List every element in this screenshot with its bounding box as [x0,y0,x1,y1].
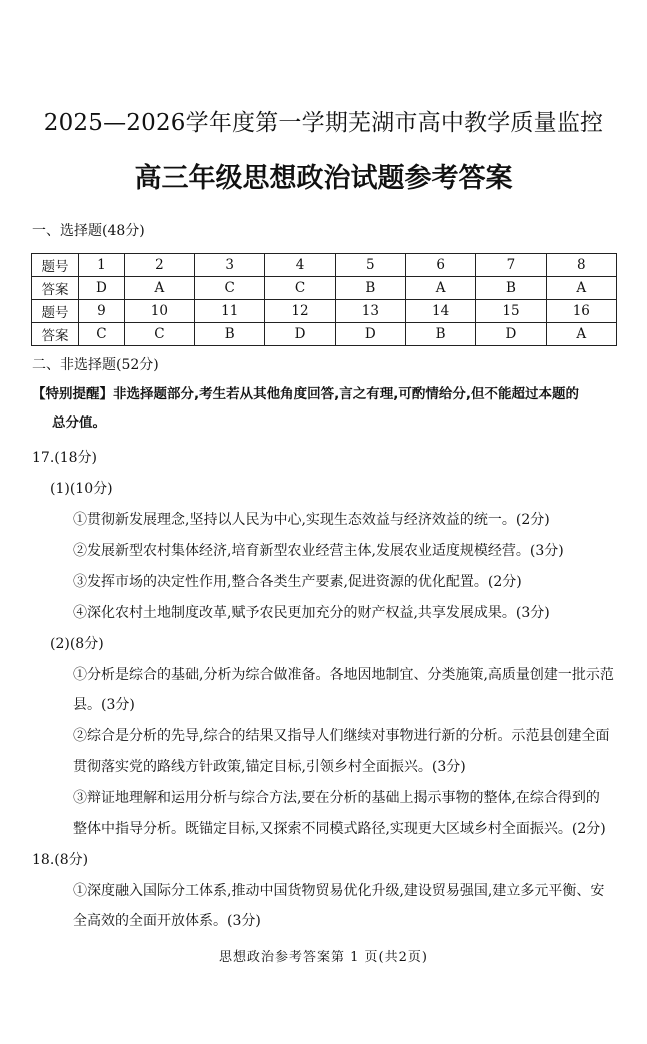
question-18-label: 18.(8分) [32,852,89,868]
question-number: 2 [124,254,194,277]
row-label: 题号 [32,300,79,323]
question-number: 10 [124,300,194,323]
answer-cell: D [476,323,546,346]
q17-part1-label: (1)(10分) [50,481,113,497]
question-number: 1 [79,254,125,277]
question-number: 12 [265,300,335,323]
question-number: 16 [546,300,616,323]
row-label: 答案 [32,277,79,300]
answer-cell: C [79,323,125,346]
question-number: 15 [476,300,546,323]
answer-cell: B [335,277,405,300]
multiple-choice-answer-table [31,253,617,346]
answer-cell: B [405,323,475,346]
answer-cell: D [265,323,335,346]
row-label: 答案 [32,323,79,346]
answer-cell: A [546,323,616,346]
q18-item-1-line-1: ①深度融入国际分工体系,推动中国货物贸易优化升级,建设贸易强国,建立多元平衡、安 [73,883,605,899]
q17-part2-item-1-line-1: ①分析是综合的基础,分析为综合做准备。各地因地制宜、分类施策,高质量创建一批示范 [73,667,614,683]
table-row [32,323,617,346]
q17-part1-item-1: ①贯彻新发展理念,坚持以人民为中心,实现生态效益与经济效益的统一。(2分) [73,512,550,528]
answer-cell: D [79,277,125,300]
special-reminder [32,380,622,438]
reminder-line-2: 总分值。 [52,415,106,431]
question-number: 13 [335,300,405,323]
question-number: 3 [195,254,265,277]
q17-part1-item-4: ④深化农村土地制度改革,赋予农民更加充分的财产权益,共享发展成果。(3分) [73,605,550,621]
question-number: 11 [195,300,265,323]
answer-cell: B [195,323,265,346]
answer-cell: C [265,277,335,300]
answer-cell: C [124,323,194,346]
q17-part2-item-3-line-1: ③辩证地理解和运用分析与综合方法,要在分析的基础上揭示事物的整体,在综合得到的 [73,790,600,806]
answer-cell: A [405,277,475,300]
q17-part2-item-2-line-1: ②综合是分析的先导,综合的结果又指导人们继续对事物进行新的分析。示范县创建全面 [73,728,610,744]
reminder-line-1: 【特别提醒】非选择题部分,考生若从其他角度回答,言之有理,可酌情给分,但不能超过本题的 [32,386,580,402]
question-number: 7 [476,254,546,277]
table-row [32,254,617,277]
q17-part2-label: (2)(8分) [50,636,104,652]
q17-part1-item-2: ②发展新型农村集体经济,培育新型农业经营主体,发展农业适度规模经营。(3分) [73,543,564,559]
question-17-label: 17.(18分) [32,450,98,466]
q17-part2-item-1-line-2: 县。(3分) [73,697,135,713]
question-number: 14 [405,300,475,323]
question-number: 9 [79,300,125,323]
answer-cell: A [124,277,194,300]
answer-key-title: 高三年级思想政治试题参考答案 [134,163,513,194]
table-row [32,300,617,323]
row-label: 题号 [32,254,79,277]
table-row [32,277,617,300]
q18-item-1-line-2: 全高效的全面开放体系。(3分) [73,913,261,929]
page-footer: 思想政治参考答案第 1 页(共2页) [219,950,428,965]
answer-cell: D [335,323,405,346]
q17-part1-item-3: ③发挥市场的决定性作用,整合各类生产要素,促进资源的优化配置。(2分) [73,574,522,590]
section1-heading: 一、选择题(48分) [32,223,145,239]
answer-cell: C [195,277,265,300]
question-number: 8 [546,254,616,277]
q17-part2-item-2-line-2: 贯彻落实党的路线方针政策,锚定目标,引领乡村全面振兴。(3分) [73,759,466,775]
q17-part2-item-3-line-2: 整体中指导分析。既锚定目标,又探索不同模式路径,实现更大区域乡村全面振兴。(2分) [73,821,606,837]
answer-cell: A [546,277,616,300]
section2-heading: 二、非选择题(52分) [32,357,159,373]
exam-title: 2025—2026学年度第一学期芜湖市高中教学质量监控 [43,110,604,136]
question-number: 5 [335,254,405,277]
question-number: 4 [265,254,335,277]
question-number: 6 [405,254,475,277]
answer-cell: B [476,277,546,300]
